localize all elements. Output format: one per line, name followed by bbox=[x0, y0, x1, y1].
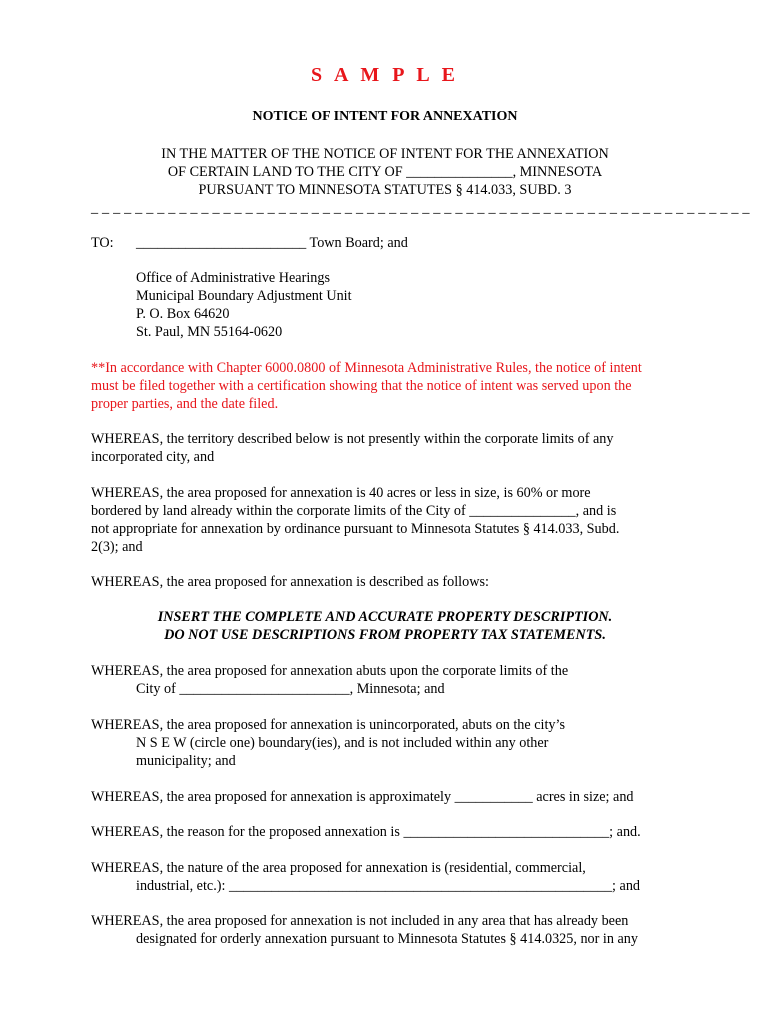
whereas-abuts bbox=[91, 662, 691, 698]
note-line: **In accordance with Chapter 6000.0800 of Minnesota Administrative Rules, the notice of intent bbox=[91, 360, 642, 376]
paragraph-line: not appropriate for annexation by ordinance pursuant to Minnesota Statutes § 414.033, Subd. bbox=[91, 521, 620, 537]
paragraph-line: WHEREAS, the territory described below is not presently within the corporate limits of any bbox=[91, 431, 614, 447]
instruction-line: INSERT THE COMPLETE AND ACCURATE PROPERTY DESCRIPTION. bbox=[157, 609, 613, 625]
paragraph-line: WHEREAS, the nature of the area proposed for annexation is (residential, commercial, bbox=[91, 860, 586, 876]
dashed-separator: _ _ _ _ _ _ _ _ _ _ _ _ _ _ _ _ _ _ _ _ _ _ _ _ _ _ _ _ _ _ _ _ _ _ _ _ _ _ _ _ _ _ _ _ _ _ _ _ _ _ _ _ _ _ _ _ _ _ _ _ bbox=[91, 200, 750, 216]
paragraph-line: 2(3); and bbox=[91, 539, 143, 555]
matter-caption bbox=[0, 145, 770, 199]
whereas-orderly-annexation bbox=[91, 912, 691, 948]
sample-watermark-heading: S A M P L E bbox=[311, 64, 459, 86]
document-title: NOTICE OF INTENT FOR ANNEXATION bbox=[252, 109, 518, 124]
address-line: P. O. Box 64620 bbox=[136, 306, 230, 322]
paragraph-line: N S E W (circle one) boundary(ies), and is not included within any other bbox=[136, 735, 549, 751]
paragraph-line: bordered by land already within the corporate limits of the City of _______________, and is bbox=[91, 503, 617, 519]
paragraph-line: WHEREAS, the area proposed for annexation is unincorporated, abuts on the city’s bbox=[91, 717, 565, 733]
matter-line: IN THE MATTER OF THE NOTICE OF INTENT FOR THE ANNEXATION bbox=[161, 146, 609, 162]
paragraph-line: WHEREAS, the area proposed for annexation is 40 acres or less in size, is 60% or more bbox=[91, 485, 591, 501]
to-label: TO: bbox=[91, 235, 114, 251]
property-description-instruction bbox=[0, 608, 770, 644]
town-board-line: ________________________ Town Board; and bbox=[136, 235, 408, 251]
whereas-nature bbox=[91, 859, 691, 895]
matter-line: PURSUANT TO MINNESOTA STATUTES § 414.033, SUBD. 3 bbox=[198, 182, 572, 198]
paragraph-line: WHEREAS, the area proposed for annexation is not included in any area that has already been bbox=[91, 913, 629, 929]
matter-line: OF CERTAIN LAND TO THE CITY OF _______________, MINNESOTA bbox=[167, 164, 603, 180]
paragraph-line: incorporated city, and bbox=[91, 449, 215, 465]
address-line: Municipal Boundary Adjustment Unit bbox=[136, 288, 352, 304]
instruction-line: DO NOT USE DESCRIPTIONS FROM PROPERTY TAX STATEMENTS. bbox=[164, 627, 606, 643]
whereas-reason bbox=[91, 823, 691, 841]
note-line: must be filed together with a certification showing that the notice of intent was served upon the bbox=[91, 378, 632, 394]
filing-requirement-note bbox=[91, 359, 691, 413]
whereas-acres bbox=[91, 788, 691, 806]
paragraph-line: industrial, etc.): ______________________________________________________; and bbox=[136, 878, 641, 894]
whereas-territory bbox=[91, 430, 691, 466]
whereas-size bbox=[91, 484, 691, 556]
paragraph-line: WHEREAS, the area proposed for annexation is described as follows: bbox=[91, 574, 489, 590]
paragraph-line: WHEREAS, the area proposed for annexation abuts upon the corporate limits of the bbox=[91, 663, 569, 679]
address-line: Office of Administrative Hearings bbox=[136, 270, 330, 286]
paragraph-line: municipality; and bbox=[136, 753, 236, 769]
paragraph-line: WHEREAS, the reason for the proposed annexation is _____________________________; and. bbox=[91, 824, 641, 840]
note-line: proper parties, and the date filed. bbox=[91, 396, 279, 412]
whereas-described bbox=[91, 573, 691, 591]
whereas-unincorporated bbox=[91, 716, 691, 770]
paragraph-line: designated for orderly annexation pursuant to Minnesota Statutes § 414.0325, nor in any bbox=[136, 931, 638, 947]
paragraph-line: WHEREAS, the area proposed for annexation is approximately ___________ acres in size; and bbox=[91, 789, 634, 805]
paragraph-line: City of ________________________, Minnesota; and bbox=[136, 681, 445, 697]
recipient-address bbox=[136, 269, 352, 341]
address-line: St. Paul, MN 55164-0620 bbox=[136, 324, 283, 340]
